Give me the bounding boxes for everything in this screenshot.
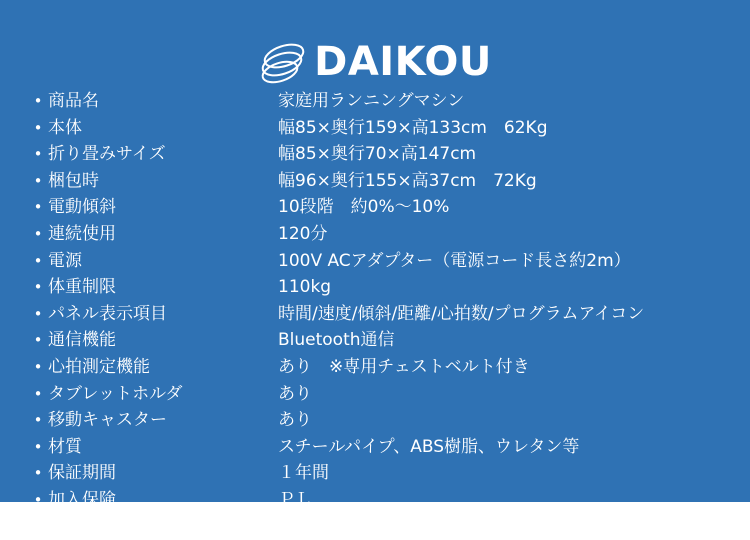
spec-label: 製造 [48,514,278,540]
spec-label: 通信機能 [48,327,278,354]
spec-label: 保証期間 [48,460,278,487]
bullet-icon: • [28,274,48,301]
brand-name: DAIKOU [314,42,492,82]
bullet-icon: • [28,88,48,115]
spec-value: 中国製 [278,514,728,540]
bullet-icon: • [28,248,48,275]
spec-label: 移動キャスター [48,407,278,434]
spec-value: 幅85×奥行159×高133cm 62Kg [278,115,728,142]
list-item [28,460,728,487]
bullet-icon: • [28,514,48,540]
spec-value: あり ※専用チェストベルト付き [278,354,728,381]
bullet-icon: • [28,434,48,461]
list-item [28,141,728,168]
list-item [28,115,728,142]
spec-label: 心拍測定機能 [48,354,278,381]
bullet-icon: • [28,141,48,168]
list-item [28,168,728,195]
bullet-icon: • [28,407,48,434]
spec-value: 100V ACアダプター（電源コード長さ約2m） [278,248,728,275]
spec-label: パネル表示項目 [48,301,278,328]
spec-value: 110kg [278,274,728,301]
spec-label: 電動傾斜 [48,194,278,221]
spec-value: 幅85×奥行70×高147cm [278,141,728,168]
list-item [28,381,728,408]
list-item [28,221,728,248]
list-item [28,248,728,275]
spec-value: １年間 [278,460,728,487]
spec-value: 家庭用ランニングマシン [278,88,728,115]
spec-label: 電源 [48,248,278,275]
spec-label: タブレットホルダ [48,381,278,408]
spec-label: 商品名 [48,88,278,115]
bullet-icon: • [28,354,48,381]
spec-value: あり [278,381,728,408]
list-item [28,514,728,540]
list-item [28,327,728,354]
bullet-icon: • [28,301,48,328]
spec-label: 連続使用 [48,221,278,248]
spec-value: 時間/速度/傾斜/距離/心拍数/プログラムアイコン [278,301,728,328]
spec-value: Bluetooth通信 [278,327,728,354]
spec-label: 加入保険 [48,487,278,514]
spec-value: 120分 [278,221,728,248]
spec-label: 梱包時 [48,168,278,195]
ellipse-swirl-logo-icon [258,42,310,82]
spec-list [28,88,728,540]
bullet-icon: • [28,460,48,487]
bullet-icon: • [28,487,48,514]
list-item [28,407,728,434]
spec-value: 10段階 約0%〜10% [278,194,728,221]
list-item [28,88,728,115]
spec-label: 材質 [48,434,278,461]
list-item [28,194,728,221]
list-item [28,354,728,381]
list-item [28,434,728,461]
spec-value: あり [278,407,728,434]
spec-value: スチールパイプ、ABS樹脂、ウレタン等 [278,434,728,461]
bullet-icon: • [28,168,48,195]
list-item [28,274,728,301]
bullet-icon: • [28,221,48,248]
bullet-icon: • [28,194,48,221]
list-item [28,487,728,514]
bullet-icon: • [28,115,48,142]
list-item [28,301,728,328]
spec-label: 折り畳みサイズ [48,141,278,168]
spec-value: 幅96×奥行155×高37cm 72Kg [278,168,728,195]
bullet-icon: • [28,381,48,408]
bullet-icon: • [28,327,48,354]
spec-value: ＰＬ [278,487,728,514]
spec-label: 本体 [48,115,278,142]
spec-label: 体重制限 [48,274,278,301]
brand-logo [0,34,750,90]
